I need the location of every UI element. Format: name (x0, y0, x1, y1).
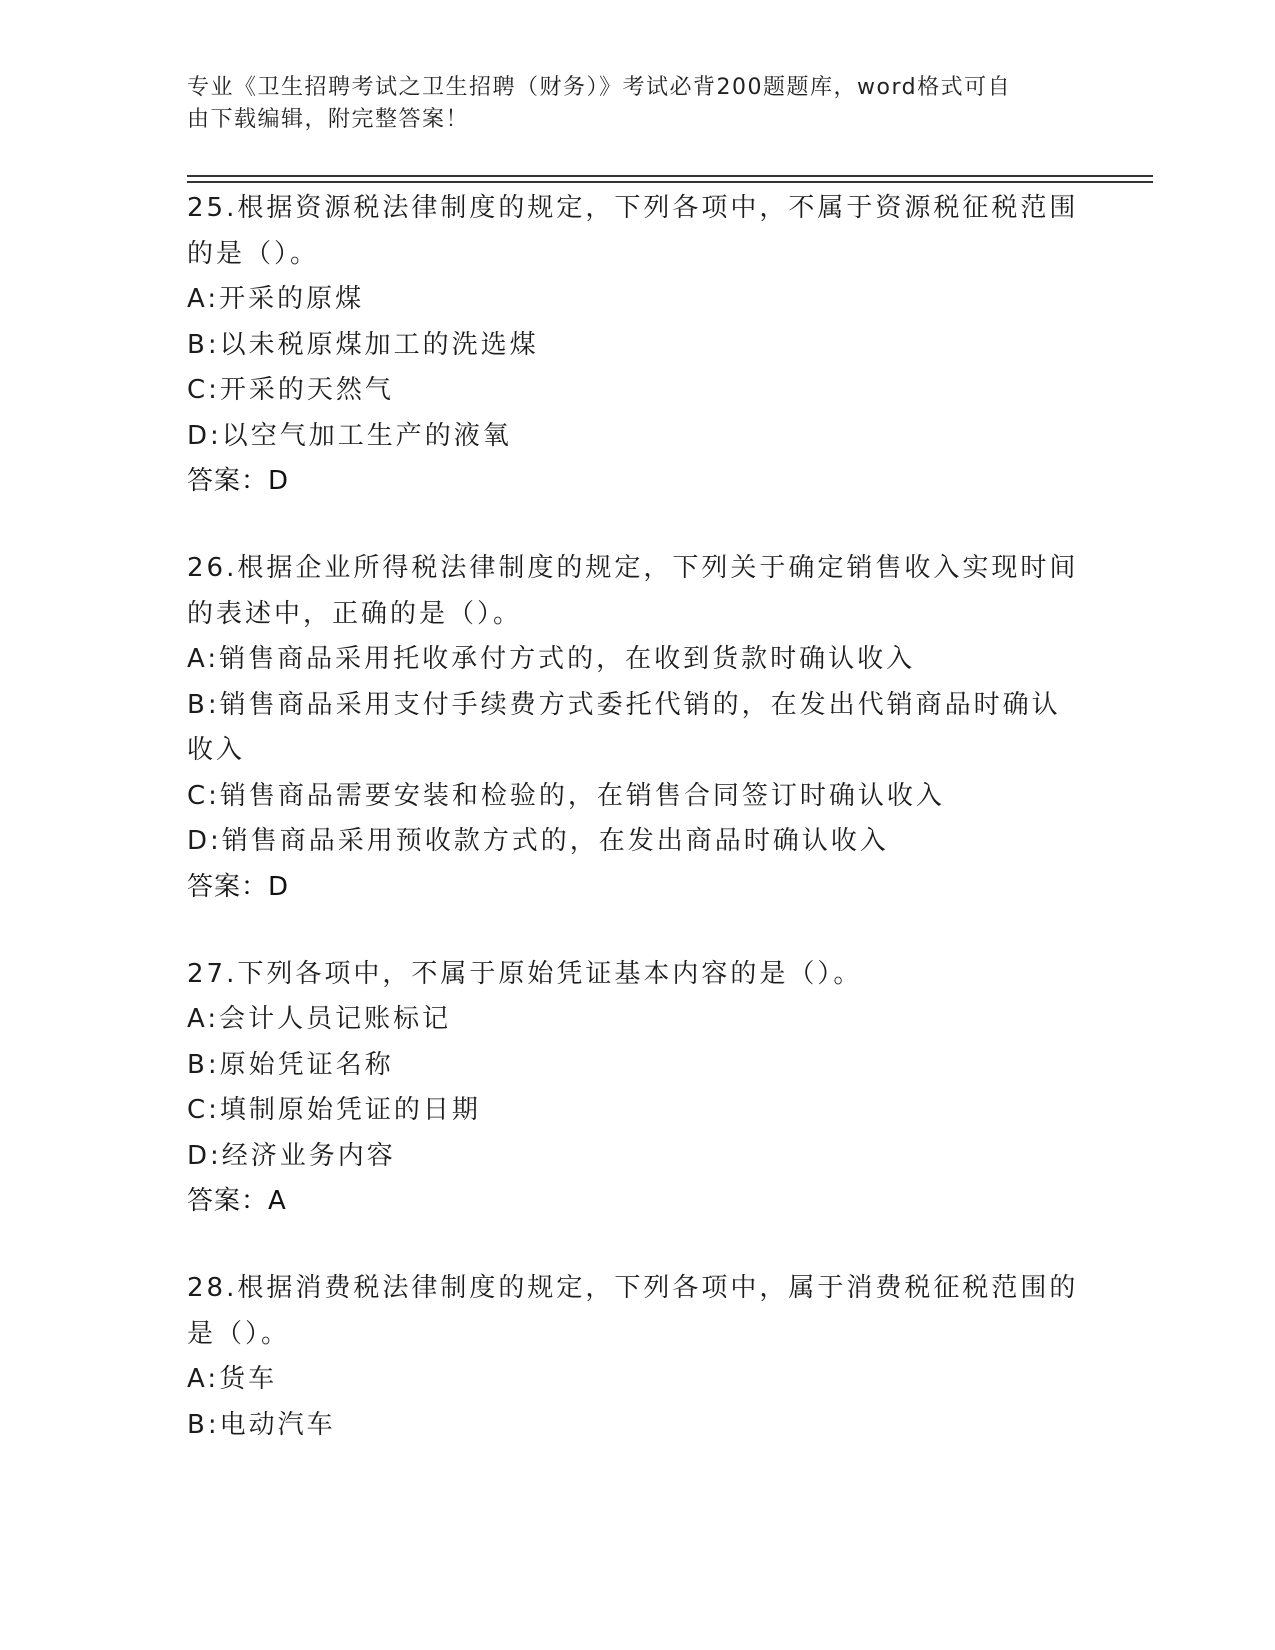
answer-line: 答案：D (187, 871, 290, 902)
option-c: C:开采的天然气 (187, 375, 394, 405)
question-27 (187, 952, 1087, 1225)
document-header (187, 72, 1067, 136)
header-divider-top (187, 175, 1153, 177)
answer-line: 答案：A (187, 1186, 287, 1216)
option-a: A:会计人员记账标记 (187, 1004, 452, 1034)
option-b: B:电动汽车 (187, 1409, 336, 1440)
option-a: A:货车 (187, 1364, 278, 1394)
option-c: C:填制原始凭证的日期 (187, 1095, 481, 1125)
question-stem-line: 25.根据资源税法律制度的规定，下列各项中，不属于资源税征税范围 (187, 193, 1079, 223)
option-a: A:销售商品采用托收承付方式的，在收到货款时确认收入 (187, 644, 916, 674)
option-d: D:以空气加工生产的液氧 (187, 420, 512, 451)
option-b: B:销售商品采用支付手续费方式委托代销的，在发出代销商品时确认 (187, 689, 1061, 720)
answer-line: 答案：D (187, 466, 290, 496)
question-28 (187, 1266, 1087, 1448)
question-26 (187, 546, 1087, 910)
option-a: A:开采的原煤 (187, 284, 365, 314)
question-stem-line: 的表述中，正确的是（）。 (187, 598, 523, 629)
option-b: B:以未税原煤加工的洗选煤 (187, 329, 539, 360)
header-divider-bottom (187, 181, 1153, 183)
question-stem-line: 的是（）。 (187, 238, 320, 269)
question-25 (187, 186, 1087, 504)
option-b-continued: 收入 (187, 735, 246, 765)
question-stem-line: 是（）。 (187, 1318, 291, 1349)
question-stem-line: 28.根据消费税法律制度的规定，下列各项中，属于消费税征税范围的 (187, 1273, 1079, 1303)
question-stem-line: 27.下列各项中，不属于原始凭证基本内容的是（）。 (187, 958, 863, 989)
question-stem-line: 26.根据企业所得税法律制度的规定，下列关于确定销售收入实现时间 (187, 553, 1079, 583)
question-list (187, 186, 1087, 1490)
option-b: B:原始凭证名称 (187, 1049, 394, 1080)
header-line-2: 由下载编辑，附完整答案！ (187, 107, 470, 132)
option-d: D:销售商品采用预收款方式的，在发出商品时确认收入 (187, 826, 889, 856)
header-line-1: 专业《卫生招聘考试之卫生招聘（财务）》考试必背200题题库，word格式可自 (187, 75, 1012, 100)
option-c: C:销售商品需要安装和检验的，在销售合同签订时确认收入 (187, 780, 945, 811)
option-d: D:经济业务内容 (187, 1140, 396, 1171)
